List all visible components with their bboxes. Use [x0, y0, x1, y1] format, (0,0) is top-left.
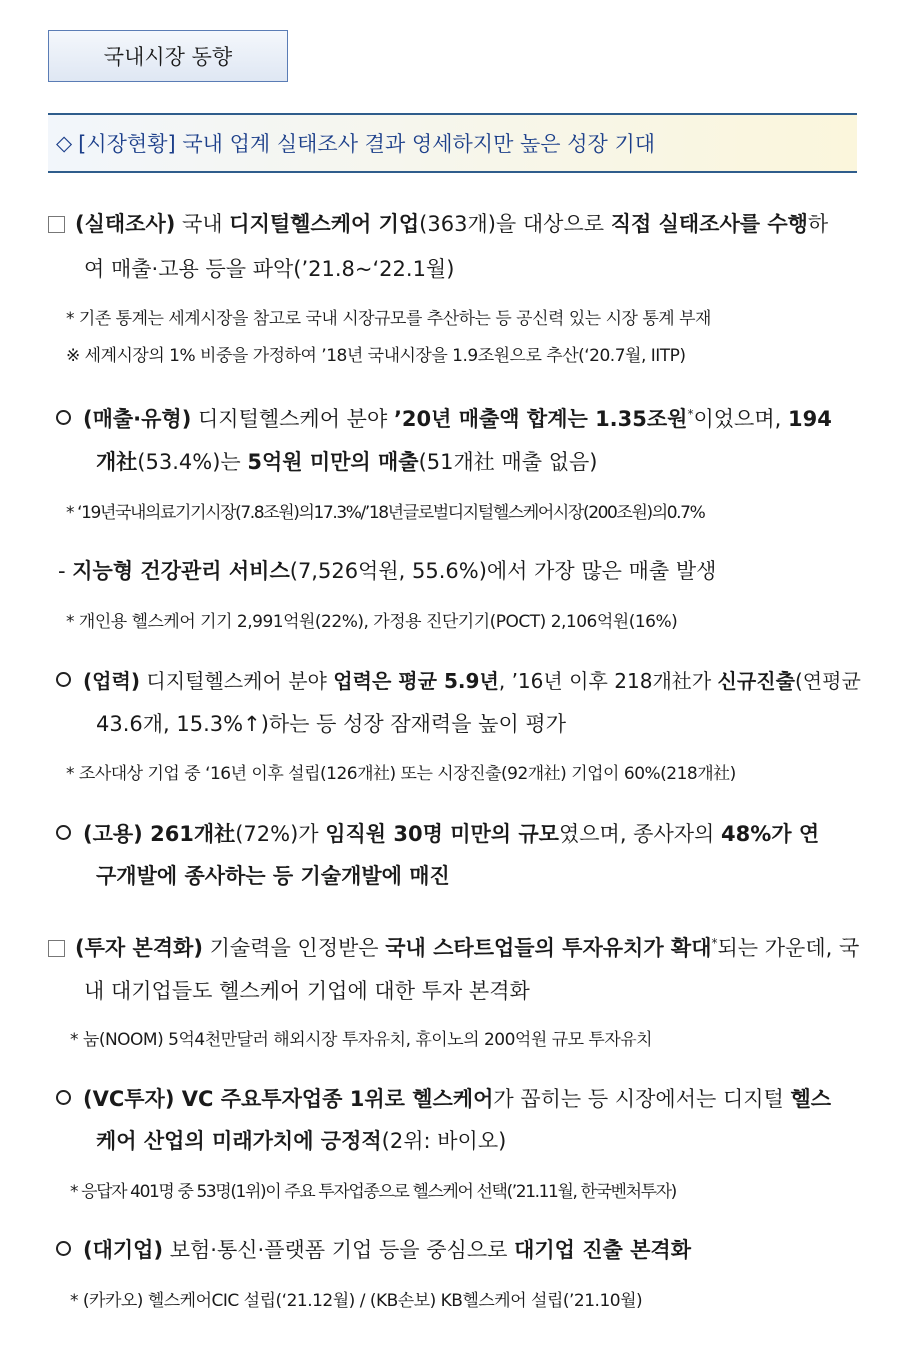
footnote-iitp-estimate: ※ 세계시장의 1% 비중을 가정하여 ’18년 국내시장을 1.9조원으로 추산(‘20.7월, IITP) [66, 346, 686, 366]
text-bold: 지능형 건강관리 서비스 [72, 559, 290, 583]
para-survey-line2: 여 매출·고용 등을 파악(’21.8~‘22.1월) [84, 257, 455, 281]
circle-bullet-icon [56, 1090, 71, 1105]
para-investment-line1 [48, 932, 859, 962]
text-span: (연평균 [794, 669, 861, 693]
text-bold: 신규진출 [717, 669, 795, 693]
survey-tag: (실태조사) [75, 212, 176, 236]
circle-bullet-icon [56, 410, 71, 425]
text-bold: 업력은 평균 5.9년 [333, 669, 499, 693]
text-span: (363개)을 대상으로 [419, 212, 611, 236]
para-employment-line1 [56, 818, 819, 848]
checkbox-square-icon [48, 940, 65, 957]
text-span: , ’16년 이후 218개社가 [498, 669, 718, 693]
sales-tag: (매출·유형) [83, 407, 192, 431]
text-bold: 국내 스타트업들의 투자유치가 확대 [385, 936, 712, 960]
text-span: (51개社 매출 없음) [418, 450, 598, 474]
history-tag: (업력) [83, 669, 141, 693]
checkbox-square-icon [48, 216, 65, 233]
text-span: 이었으며, [693, 407, 788, 431]
large-corp-tag: (대기업) [83, 1238, 164, 1262]
headline-text: [시장현황] 국내 업계 실태조사 결과 영세하지만 높은 성장 기대 [78, 132, 656, 156]
para-vc-line1 [56, 1083, 831, 1113]
text-bold: 개社 [96, 450, 138, 474]
text-bold: 대기업 진출 본격화 [514, 1238, 692, 1262]
text-span: 였으며, 종사자의 [558, 822, 721, 846]
footnote-kakao-kb: * (카카오) 헬스케어CIC 설립(‘21.12월) / (KB손보) KB헬스케어 설립(’21.10월) [70, 1291, 643, 1311]
text-span: (72%)가 [235, 822, 326, 846]
text-bold: ’20년 매출액 합계는 1.35조원 [393, 407, 688, 431]
text-span: (7,526억원, 55.6%)에서 가장 많은 매출 발생 [289, 559, 717, 583]
text-bold: 직접 실태조사를 수행 [610, 212, 808, 236]
section-title: 국내시장 동향 [103, 45, 233, 69]
footnote-mark: * [687, 407, 694, 421]
para-large-corp [56, 1234, 691, 1264]
footnote-market-share: * ‘19년국내의료기기시장(7.8조원)의17.3%/’18년글로벌디지털헬스케어시장(200조원)의0.7% [66, 503, 705, 523]
text-bold: 케어 산업의 미래가치에 긍정적 [96, 1129, 382, 1153]
para-employment-line2: 구개발에 종사하는 등 기술개발에 매진 [96, 864, 450, 888]
text-bold: 194 [787, 407, 832, 431]
circle-bullet-icon [56, 825, 71, 840]
text-bold: 임직원 30명 미만의 규모 [325, 822, 559, 846]
para-history-line1 [56, 665, 861, 694]
text-span: 국내 [175, 212, 230, 236]
diamond-icon: ◇ [56, 131, 73, 155]
section-title-box [48, 30, 288, 82]
para-vc-line2 [96, 1125, 506, 1155]
text-span: 디지털헬스케어 분야 [140, 669, 334, 693]
footnote-device-sales: * 개인용 헬스케어 기기 2,991억원(22%), 가정용 진단기기(POCT) 2,106억원(16%) [66, 612, 678, 632]
para-sales-line1 [56, 403, 832, 433]
footnote-noom: * 눔(NOOM) 5억4천만달러 해외시장 투자유치, 휴이노의 200억원 규모 투자유치 [70, 1030, 653, 1050]
circle-bullet-icon [56, 672, 71, 687]
text-span: 디지털헬스케어 분야 [191, 407, 394, 431]
text-span: 가 꼽히는 등 시장에서는 디지털 [493, 1087, 791, 1111]
text-bold: 48%가 연 [721, 822, 820, 846]
para-survey-line1 [48, 208, 828, 238]
employment-tag: (고용) 261개社 [83, 822, 236, 846]
headline-banner [48, 113, 857, 173]
dash-marker: - [58, 559, 73, 583]
para-investment-line2: 내 대기업들도 헬스케어 기업에 대한 투자 본격화 [84, 979, 530, 1003]
footnote-vc-survey: * 응답자 401명 중 53명(1위)이 주요 투자업종으로 헬스케어 선택(’21.11월, 한국벤처투자) [70, 1182, 676, 1202]
text-span: 보험·통신·플랫폼 기업 등을 중심으로 [163, 1238, 515, 1262]
vc-tag: (VC투자) VC 주요투자업종 1위로 헬스케어 [83, 1087, 494, 1111]
footnote-mark: * [711, 936, 718, 950]
dash-item-smart-health [58, 555, 716, 585]
footnote-established: * 조사대상 기업 중 ‘16년 이후 설립(126개社) 또는 시장진출(92개社) 기업이 60%(218개社) [66, 764, 736, 784]
text-span: 하 [807, 212, 829, 236]
text-bold: 5억원 미만의 매출 [247, 450, 419, 474]
text-span: (2위: 바이오) [381, 1129, 507, 1153]
para-sales-line2 [96, 446, 598, 476]
circle-bullet-icon [56, 1241, 71, 1256]
text-bold: 디지털헬스케어 기업 [229, 212, 420, 236]
text-span: (53.4%)는 [137, 450, 248, 474]
investment-tag: (투자 본격화) [75, 936, 203, 960]
text-span: 되는 가운데, 국 [717, 936, 860, 960]
para-history-line2: 43.6개, 15.3%↑)하는 등 성장 잠재력을 높이 평가 [96, 712, 566, 736]
text-bold: 헬스 [790, 1087, 832, 1111]
footnote-existing-stats: * 기존 통계는 세계시장을 참고로 국내 시장규모를 추산하는 등 공신력 있는 시장 통계 부재 [66, 309, 711, 329]
text-span: 기술력을 인정받은 [202, 936, 386, 960]
